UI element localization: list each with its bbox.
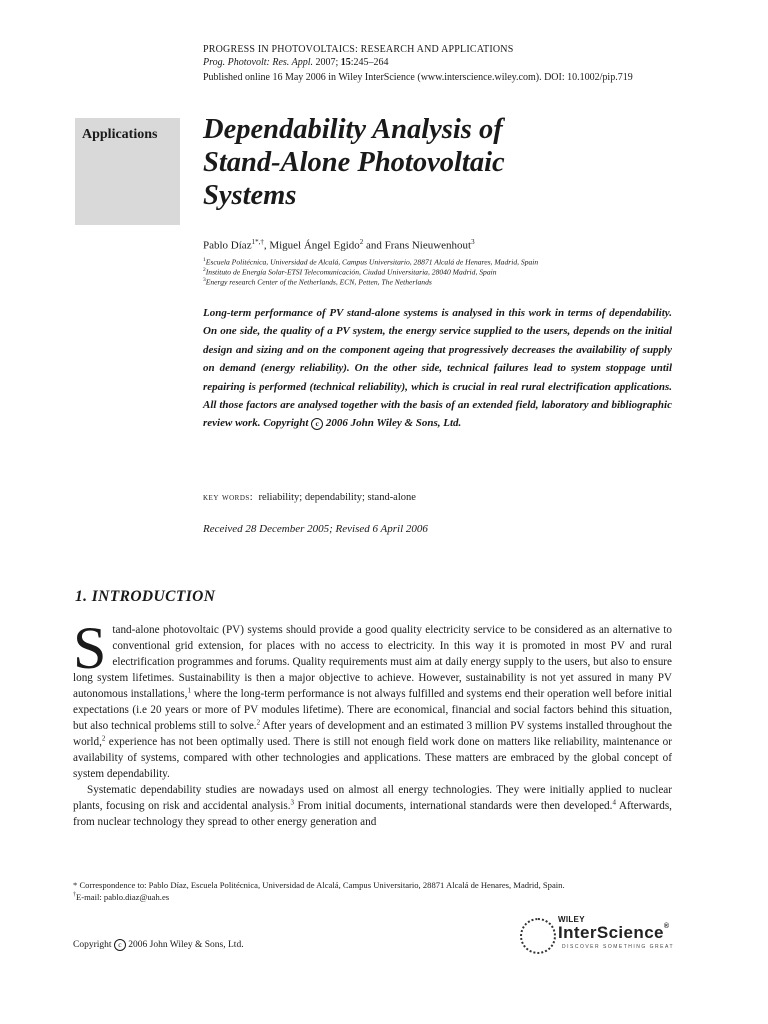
footer-copyright (73, 939, 244, 951)
logo-brand-text: InterScience (558, 923, 664, 942)
logo-ring-icon (520, 918, 556, 954)
title-line-3: Systems (203, 180, 297, 211)
section-label: Applications (82, 127, 158, 142)
author-list (203, 238, 475, 252)
author-separator-2: and (363, 239, 385, 252)
reference-3: 2 (101, 734, 106, 743)
reference-1: 1 (187, 686, 191, 695)
intro-paragraph-1 (73, 615, 672, 782)
title-line-1: Dependability Analysis of (203, 114, 503, 145)
intro-p1-part-b: where the long-term performance is not always fulfilled and systems end their operation well before initial expectations (i.e 20 years or more of PV modules lifetime). There are economical, financial and social factors behind this situation, but also technical problems still to solve. (73, 688, 672, 732)
intro-body (73, 615, 672, 830)
author-2: Miguel Ángel Egido (269, 239, 360, 252)
author-1: Pablo Díaz (203, 239, 252, 252)
author-3-sup: 3 (471, 238, 475, 246)
footer-copyright-text: 2006 John Wiley & Sons, Ltd. (125, 940, 244, 951)
intro-p2-part-a: Systematic dependability studies are nowadays used on almost all energy technologies. They were initially applied to nuclear plants, focusing on risk and accidental analysis. (73, 784, 672, 812)
intro-p1-part-c: After years of development and an estimated 3 million PV systems installed throughout the world, (73, 720, 672, 748)
received-dates: Received 28 December 2005; Revised 6 April 2006 (203, 523, 428, 535)
author-2-sup: 2 (359, 238, 364, 246)
citation-volume: 15 (340, 57, 351, 68)
intro-paragraph-2 (73, 782, 672, 830)
author-separator-1: , (263, 239, 270, 252)
title-line-2: Stand-Alone Photovoltaic (203, 147, 505, 178)
logo-brand (558, 923, 669, 943)
reference-2: 2 (256, 718, 261, 727)
intro-p1-part-a: tand-alone photovoltaic (PV) systems should provide a good quality electricity service to be considered as an alternative to conventional grid extension, for places with no access to electricity. In this way it is promoted in most PV and rural electrification programmes and forums. Quality requirements must aim at daily energy supply to the users, but also to ensure long system lifetimes. Sustainability is then a major objective to achieve. However, sustainability is not yet assured in many PV autonomous installations, (73, 624, 672, 700)
keywords (203, 492, 416, 503)
footer-copyright-symbol: c (114, 939, 126, 951)
author-1-sup: 1*,† (251, 238, 264, 246)
citation-pages: :245–264 (350, 57, 389, 68)
abstract-text-end: 2006 John Wiley & Sons, Ltd. (323, 417, 462, 430)
footnote-email-sup: † (73, 892, 76, 899)
dropcap: S (73, 615, 107, 681)
reference-5: 4 (612, 798, 616, 807)
affiliation-3 (203, 277, 432, 287)
copyright-symbol: c (311, 418, 323, 430)
affiliation-1-sup: 1 (203, 257, 206, 263)
affiliation-3-text: Energy research Center of the Netherlands, ECN, Petten, The Netherlands (205, 277, 432, 287)
footnote-email (73, 892, 169, 902)
published-info: Published online 16 May 2006 in Wiley InterScience (www.interscience.wiley.com). DOI: 10.1002/pip.719 (203, 72, 633, 83)
affiliation-1 (203, 257, 538, 267)
article-title (203, 113, 663, 212)
intro-p1-part-d: experience has not been optimally used. There is still not enough field work done on matters like reliability, maintenance or availability of systems, compared with other technologies and applications. These matters are embraced by the global concept of system dependability. (73, 736, 672, 780)
citation (203, 56, 389, 69)
intro-p2-part-b: From initial documents, international standards were then developed. (294, 800, 613, 812)
affiliation-1-text: Escuela Politécnica, Universidad de Alcalá, Campus Universitario, 28871 Alcalá de Henares, Madrid, Spain (205, 257, 539, 267)
keywords-values: reliability; dependability; stand-alone (258, 492, 416, 503)
citation-journal: Prog. Photovolt: Res. Appl. (203, 57, 313, 68)
citation-year: 2007; (315, 57, 339, 68)
footnote-correspondence: * Correspondence to: Pablo Díaz, Escuela Politécnica, Universidad de Alcalá, Campus Universitario, 28871 Alcalá de Henares, Madrid, Spain. (73, 880, 565, 890)
logo-registered: ® (663, 923, 670, 930)
footnote-email-text: E-mail: pablo.diaz@uah.es (76, 892, 170, 902)
reference-4: 3 (290, 798, 295, 807)
intro-p2-part-c: Afterwards, from nuclear technology they spread to other energy generation and (73, 800, 672, 828)
affiliation-2 (203, 267, 497, 277)
affiliation-2-sup: 2 (203, 267, 206, 273)
keywords-label: key words: (203, 492, 254, 503)
logo-publisher: WILEY (558, 915, 585, 924)
affiliation-2-text: Instituto de Energía Solar-ETSI Telecomunicación, Ciudad Universitaria, 28040 Madrid, Spain (205, 267, 497, 277)
footer-copyright-prefix: Copyright (73, 940, 114, 951)
author-3: Frans Nieuwenhout (384, 239, 472, 252)
affiliation-3-sup: 3 (203, 277, 206, 283)
wiley-interscience-logo (520, 912, 680, 956)
journal-name: PROGRESS IN PHOTOVOLTAICS: RESEARCH AND APPLICATIONS (203, 44, 514, 55)
abstract-text: Long-term performance of PV stand-alone systems is analysed in this work in terms of dependability. On one side, the quality of a PV system, the energy service supplied to the users, depends on the initial design and sizing and on the component ageing that progressively decreases the availability of supply on demand (energy reliability). On the other side, technical failures lead to system stoppage until repairing is performed (technical reliability), which is crucial in real rural electrification applications. All those factors are analysed together with the basis of an extended field, laboratory and bibliographic review work. Copyright (203, 307, 672, 430)
abstract (203, 304, 672, 433)
intro-heading: 1. INTRODUCTION (75, 588, 216, 605)
logo-tagline: DISCOVER SOMETHING GREAT (562, 944, 675, 950)
